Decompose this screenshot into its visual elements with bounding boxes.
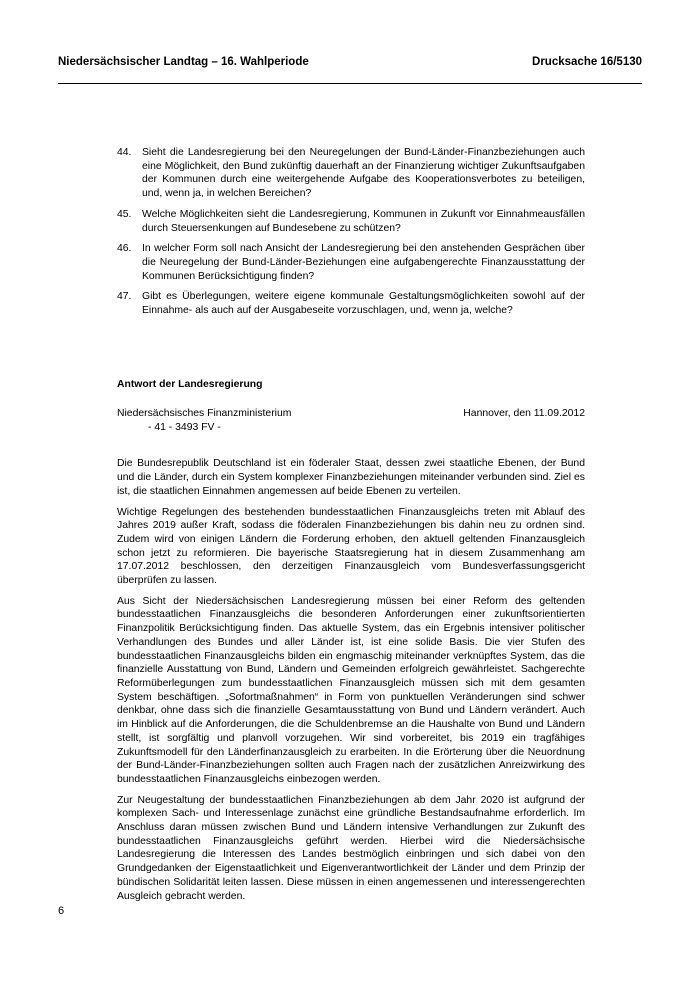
page-number: 6 [58, 905, 65, 917]
ministry-name: Niedersächsisches Finanzministerium [117, 408, 292, 420]
question-item [117, 146, 585, 201]
question-text: Sieht die Landesregierung bei den Neuregelungen der Bund-Länder-Finanzbeziehungen auch eine Möglichkeit, den Bund zukünftig dauerhaft an der Finanzierung wichtiger Zukunftsaufgaben der Kommunen durch eine weitergehende Aufgabe des Kooperationsverbotes zu beteiligen, und, wenn ja, in welchen Bereichen? [142, 147, 585, 200]
answer-paragraph: Aus Sicht der Niedersächsischen Landesregierung müssen bei einer Reform des geltenden bundesstaatlichen Finanzausgleichs die besonderen Anforderungen einer zukunftsorientierten Finanzpolitik Berücksichtigung finden. Das aktuelle System, das ein Ergebnis intensiver politischer Verhandlungen des Bundes und aller Länder ist, ist eine solide Basis. Die vier Stufen des bundesstaatlichen Finanzausgleichs bilden ein engmaschig miteinander verknüpftes System, das die finanzielle Ausstattung von Bund, Ländern und Gemeinden erfolgreich gewährleistet. Sachgerechte Reformüberlegungen zum bundesstaatlichen Finanzausgleich müssen sich mit dem gesamten System beschäftigen. „Sofortmaßnahmen“ in Form von punktuellen Veränderungen sind schwer denkbar, ohne dass sich die finanzielle Gesamtausstattung von Bund und Ländern verändert. Auch im Hinblick auf die Anforderungen, die die Schuldenbremse an die Haushalte von Bund und Ländern stellt, ist sorgfältig und planvoll vorzugehen. Wir sind vorbereitet, bis 2019 ein tragfähiges Zukunftsmodell für den Länderfinanzausgleich zu erarbeiten. In die Erörterung über die Neuordnung der Bund-Länder-Finanzbeziehungen sollten auch Fragen nach der zusätzlichen Anreizwirkung des bundesstaatlichen Finanzausgleichs einbezogen werden. [117, 595, 585, 785]
answer-paragraph: Wichtige Regelungen des bestehenden bundesstaatlichen Finanzausgleichs treten mit Ablauf des Jahres 2019 außer Kraft, sodass die föderalen Finanzbeziehungen bis dahin neu zu ordnen sind. Zudem wird von einigen Ländern die Forderung erhoben, den aktuell geltenden Finanzausgleich schon jetzt zu reformieren. Die bayerische Staatsregierung hat in diesem Zusammenhang am 17.07.2012 beschlossen, den derzeitigen Finanzausgleich vom Bundesverfassungsgericht überprüfen zu lassen. [117, 506, 585, 587]
header-rule [58, 83, 642, 84]
question-item [117, 290, 585, 317]
question-number: 45. [117, 208, 132, 220]
question-number: 47. [117, 291, 132, 303]
answer-meta [117, 407, 585, 437]
file-reference: - 41 - 3493 FV - [148, 422, 221, 434]
question-text: In welcher Form soll nach Ansicht der Landesregierung bei den anstehenden Gesprächen über die Neuregelung der Bund-Länder-Beziehungen eine aufgabengerechte Finanzausstattung der Kommunen Berücksichtigung finden? [142, 243, 585, 282]
question-list [117, 146, 585, 318]
answer-heading: Antwort der Landesregierung [117, 378, 263, 390]
question-number: 46. [117, 243, 132, 255]
answer-date: Hannover, den 11.09.2012 [463, 408, 585, 420]
answer-paragraph: Die Bundesrepublik Deutschland ist ein föderaler Staat, dessen zwei staatliche Ebenen, der Bund und die Länder, durch ein System komplexer Finanzbeziehungen miteinander verbunden sind. Ziel es ist, die staatlichen Einnahmen angemessen auf beide Ebenen zu verteilen. [117, 458, 585, 497]
document-number: Drucksache 16/5130 [532, 56, 642, 68]
question-number: 44. [117, 147, 132, 158]
parliament-title: Niedersächsischer Landtag – 16. Wahlperiode [58, 56, 309, 68]
question-text: Gibt es Überlegungen, weitere eigene kommunale Gestaltungsmöglichkeiten sowohl auf der Einnahme- als auch auf der Ausgabeseite vorzuschlagen, und, wenn ja, welche? [142, 291, 585, 317]
question-text: Welche Möglichkeiten sieht die Landesregierung, Kommunen in Zukunft vor Einnahmeausfällen durch Steuersenkungen auf Bundesebene zu schützen? [142, 208, 585, 234]
question-item [117, 242, 585, 283]
page-content [117, 146, 585, 910]
answer-paragraph: Zur Neugestaltung der bundesstaatlichen Finanzbeziehungen ab dem Jahr 2020 ist aufgrund der komplexen Sach- und Interessenlage zunächst eine gründliche Bestandsaufnahme erforderlich. Im Anschluss daran müssen zwischen Bund und Ländern intensive Verhandlungen zur Zukunft des bundesstaatlichen Finanzausgleichs geführt werden. Hierbei wird die Niedersächsische Landesregierung die Interessen des Landes bestmöglich einbringen und sich dabei von den Grundgedanken der Eigenstaatlichkeit und Eigenverantwortlichkeit der Länder und dem Prinzip der bündischen Solidarität leiten lassen. Diese müssen in einen angemessenen und interessengerechten Ausgleich gebracht werden. [117, 794, 585, 902]
question-item [117, 208, 585, 235]
